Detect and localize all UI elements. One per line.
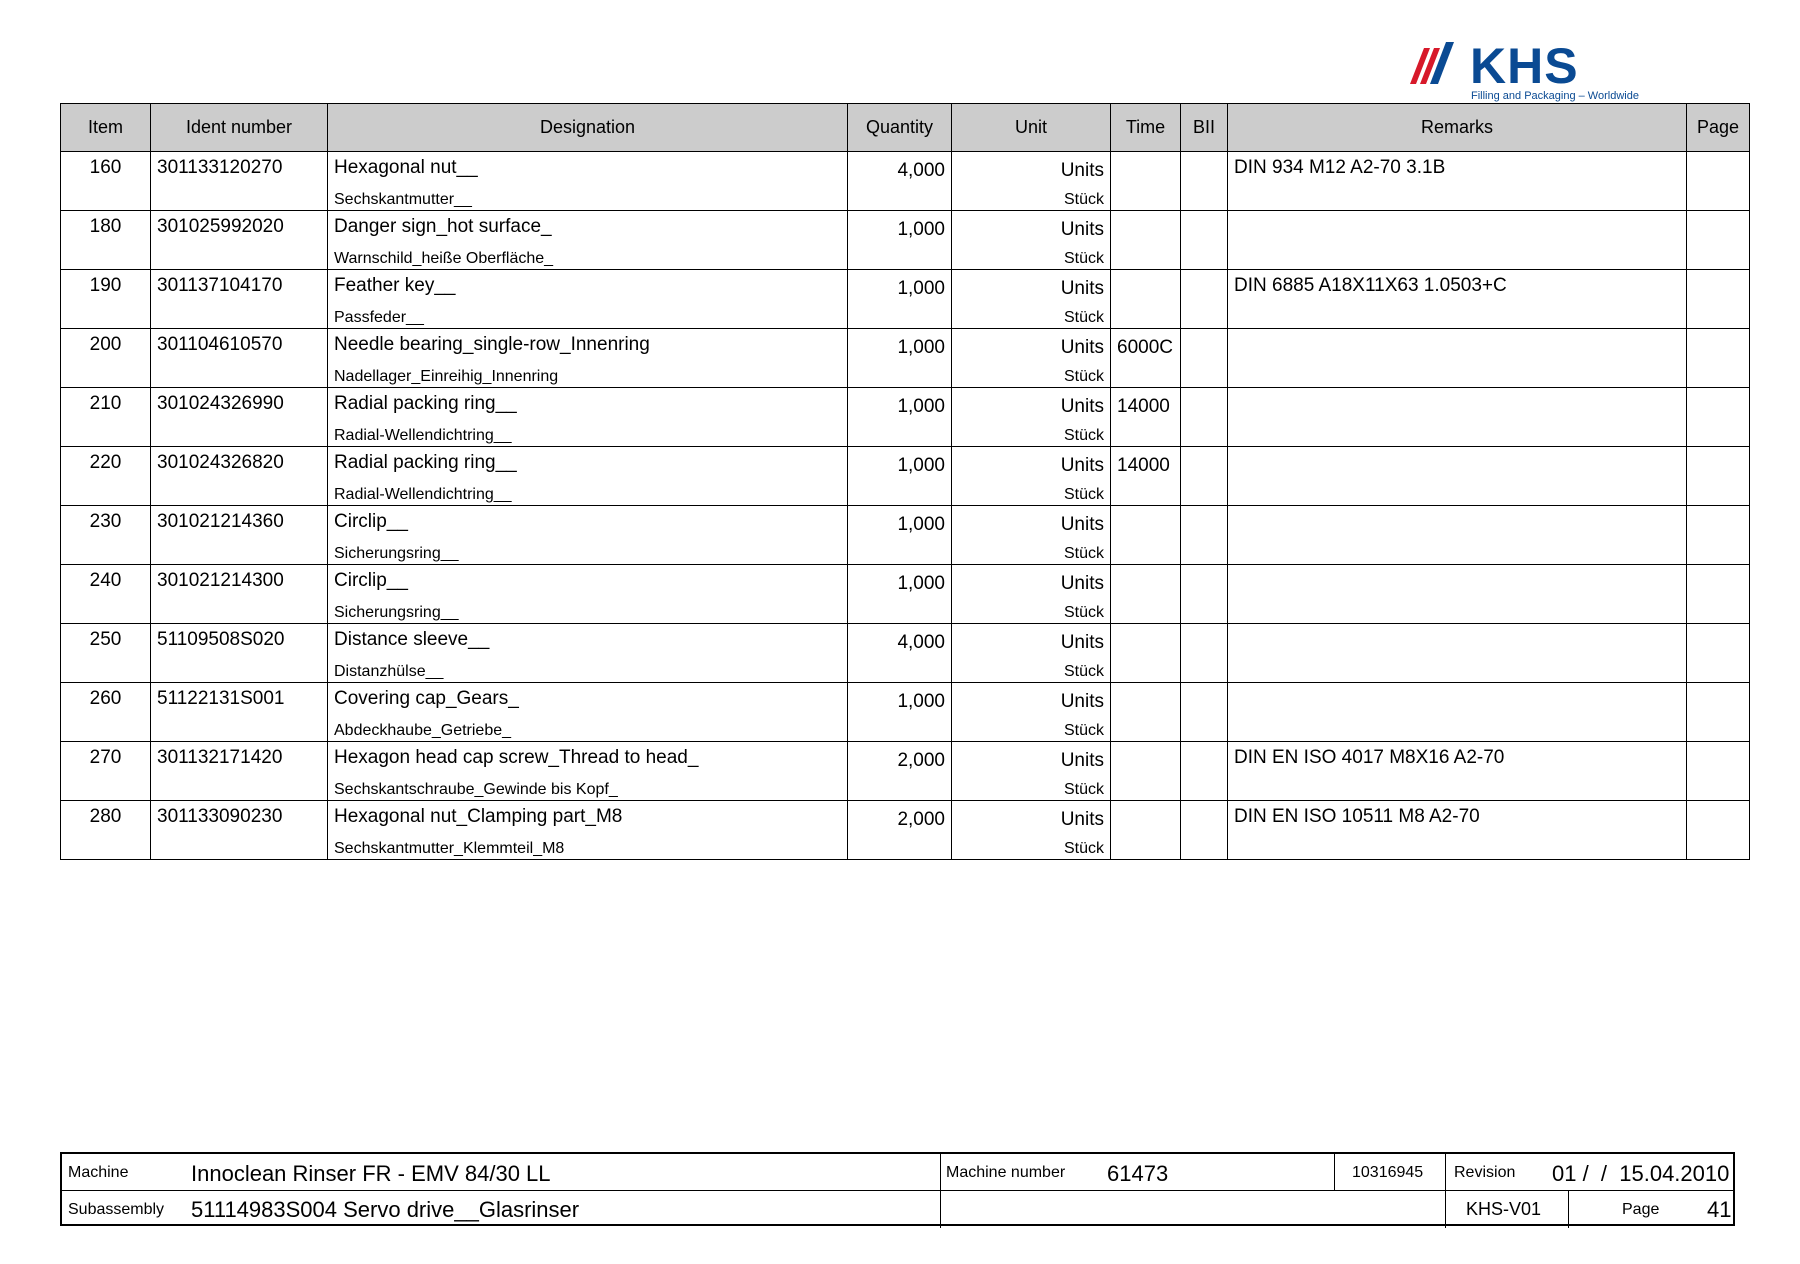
cell-unit xyxy=(952,506,1111,565)
unit-de: Stück xyxy=(1063,250,1104,267)
unit-de: Stück xyxy=(1063,545,1104,562)
cell-bii xyxy=(1181,211,1228,270)
cell-page xyxy=(1687,270,1750,329)
cell-quantity xyxy=(848,211,952,270)
cell-page xyxy=(1687,801,1750,860)
cell-designation xyxy=(328,624,848,683)
document-number: 10316945 xyxy=(1352,1164,1424,1181)
cell-page xyxy=(1687,152,1750,211)
cell-designation xyxy=(328,742,848,801)
cell-remarks xyxy=(1228,447,1687,506)
unit-de: Stück xyxy=(1063,781,1104,798)
designation-de: Distanzhülse__ xyxy=(334,663,444,680)
cell-page xyxy=(1687,329,1750,388)
table-row xyxy=(61,742,1750,801)
quantity-value: 4,000 xyxy=(897,632,945,653)
cell-item xyxy=(61,683,151,742)
cell-remarks xyxy=(1228,270,1687,329)
cell-ident xyxy=(151,388,328,447)
item-number: 240 xyxy=(89,570,122,591)
cell-unit xyxy=(952,388,1111,447)
cell-item xyxy=(61,152,151,211)
table-row xyxy=(61,565,1750,624)
cell-designation xyxy=(328,506,848,565)
table-row xyxy=(61,329,1750,388)
item-number: 250 xyxy=(89,629,122,650)
ident-number: 301025992020 xyxy=(157,216,284,237)
revision-label: Revision xyxy=(1454,1164,1516,1181)
table-row xyxy=(61,388,1750,447)
cell-unit xyxy=(952,152,1111,211)
cell-remarks xyxy=(1228,742,1687,801)
table-row xyxy=(61,211,1750,270)
cell-time xyxy=(1111,270,1181,329)
designation-en: Covering cap_Gears_ xyxy=(334,688,519,709)
cell-page xyxy=(1687,683,1750,742)
cell-designation xyxy=(328,683,848,742)
ident-number: 51109508S020 xyxy=(157,629,285,650)
cell-page xyxy=(1687,624,1750,683)
unit-en: Units xyxy=(1060,219,1104,240)
table-row xyxy=(61,447,1750,506)
cell-quantity xyxy=(848,388,952,447)
quantity-value: 1,000 xyxy=(897,514,945,535)
cell-quantity xyxy=(848,270,952,329)
cell-bii xyxy=(1181,683,1228,742)
khs-logo xyxy=(1410,38,1639,104)
cell-ident xyxy=(151,447,328,506)
cell-time xyxy=(1111,388,1181,447)
cell-quantity xyxy=(848,329,952,388)
cell-time xyxy=(1111,152,1181,211)
cell-designation xyxy=(328,565,848,624)
cell-bii xyxy=(1181,565,1228,624)
cell-quantity xyxy=(848,506,952,565)
unit-de: Stück xyxy=(1063,368,1104,385)
item-number: 230 xyxy=(89,511,122,532)
cell-time xyxy=(1111,506,1181,565)
cell-time xyxy=(1111,801,1181,860)
cell-designation xyxy=(328,329,848,388)
cell-item xyxy=(61,801,151,860)
unit-de: Stück xyxy=(1063,840,1104,857)
cell-designation xyxy=(328,270,848,329)
table-row xyxy=(61,801,1750,860)
cell-time xyxy=(1111,211,1181,270)
designation-en: Feather key__ xyxy=(334,275,456,296)
cell-page xyxy=(1687,565,1750,624)
cell-designation xyxy=(328,211,848,270)
item-number: 260 xyxy=(89,688,122,709)
cell-unit xyxy=(952,683,1111,742)
item-number: 270 xyxy=(89,747,122,768)
unit-de: Stück xyxy=(1063,191,1104,208)
ident-number: 301133120270 xyxy=(157,157,283,178)
unit-de: Stück xyxy=(1063,309,1104,326)
designation-de: Radial-Wellendichtring__ xyxy=(334,427,512,444)
unit-en: Units xyxy=(1060,750,1104,771)
cell-item xyxy=(61,447,151,506)
item-number: 280 xyxy=(89,806,122,827)
quantity-value: 1,000 xyxy=(897,219,945,240)
cell-quantity xyxy=(848,624,952,683)
quantity-value: 1,000 xyxy=(897,691,945,712)
cell-time xyxy=(1111,329,1181,388)
cell-ident xyxy=(151,211,328,270)
designation-en: Needle bearing_single-row_Innenring xyxy=(334,334,650,355)
machine-label: Machine xyxy=(68,1164,129,1181)
page-number: 41 xyxy=(1707,1197,1732,1222)
designation-de: Abdeckhaube_Getriebe_ xyxy=(334,722,512,739)
ident-number: 301132171420 xyxy=(157,747,283,768)
designation-de: Sechskantmutter_Klemmteil_M8 xyxy=(334,840,565,857)
item-number: 220 xyxy=(89,452,122,473)
quantity-value: 1,000 xyxy=(897,573,945,594)
designation-en: Hexagon head cap screw_Thread to head_ xyxy=(334,747,699,768)
revision-value: 01 / / 15.04.2010 xyxy=(1552,1161,1730,1186)
cell-page xyxy=(1687,447,1750,506)
cell-quantity xyxy=(848,447,952,506)
cell-bii xyxy=(1181,447,1228,506)
designation-en: Radial packing ring__ xyxy=(334,452,517,473)
cell-designation xyxy=(328,152,848,211)
subassembly-value: 51114983S004 Servo drive__Glasrinser xyxy=(191,1197,580,1222)
designation-en: Hexagonal nut__ xyxy=(334,157,478,178)
designation-en: Circlip__ xyxy=(334,511,408,532)
cell-ident xyxy=(151,329,328,388)
cell-unit xyxy=(952,211,1111,270)
cell-unit xyxy=(952,742,1111,801)
designation-de: Radial-Wellendichtring__ xyxy=(334,486,512,503)
cell-ident xyxy=(151,801,328,860)
cell-ident xyxy=(151,152,328,211)
unit-en: Units xyxy=(1060,514,1104,535)
logo-brand: KHS xyxy=(1470,38,1579,94)
time-value: 6000C xyxy=(1117,337,1173,358)
unit-en: Units xyxy=(1060,160,1104,181)
designation-en: Distance sleeve__ xyxy=(334,629,490,650)
unit-en: Units xyxy=(1060,691,1104,712)
quantity-value: 1,000 xyxy=(897,337,945,358)
table-row xyxy=(61,152,1750,211)
cell-bii xyxy=(1181,329,1228,388)
remarks-value: DIN EN ISO 4017 M8X16 A2-70 xyxy=(1234,747,1505,768)
cell-designation xyxy=(328,801,848,860)
unit-de: Stück xyxy=(1063,604,1104,621)
cell-designation xyxy=(328,388,848,447)
quantity-value: 4,000 xyxy=(897,160,945,181)
cell-remarks xyxy=(1228,506,1687,565)
cell-quantity xyxy=(848,742,952,801)
cell-item xyxy=(61,329,151,388)
cell-unit xyxy=(952,447,1111,506)
cell-item xyxy=(61,388,151,447)
cell-quantity xyxy=(848,801,952,860)
cell-page xyxy=(1687,211,1750,270)
item-number: 210 xyxy=(89,393,122,414)
unit-en: Units xyxy=(1060,573,1104,594)
quantity-value: 2,000 xyxy=(897,809,945,830)
cell-bii xyxy=(1181,801,1228,860)
ident-number: 301137104170 xyxy=(157,275,283,296)
cell-time xyxy=(1111,624,1181,683)
cell-item xyxy=(61,211,151,270)
quantity-value: 1,000 xyxy=(897,396,945,417)
cell-page xyxy=(1687,388,1750,447)
cell-item xyxy=(61,506,151,565)
cell-ident xyxy=(151,565,328,624)
header-ident-number: Ident number xyxy=(151,104,328,152)
header-bii: BII xyxy=(1181,104,1228,152)
cell-designation xyxy=(328,447,848,506)
designation-en: Danger sign_hot surface_ xyxy=(334,216,552,237)
cell-unit xyxy=(952,270,1111,329)
cell-unit xyxy=(952,329,1111,388)
cell-unit xyxy=(952,565,1111,624)
header-unit: Unit xyxy=(952,104,1111,152)
cell-remarks xyxy=(1228,152,1687,211)
unit-de: Stück xyxy=(1063,722,1104,739)
cell-bii xyxy=(1181,506,1228,565)
unit-en: Units xyxy=(1060,809,1104,830)
unit-en: Units xyxy=(1060,396,1104,417)
unit-en: Units xyxy=(1060,337,1104,358)
cell-item xyxy=(61,565,151,624)
designation-de: Sicherungsring__ xyxy=(334,604,459,621)
cell-item xyxy=(61,624,151,683)
unit-de: Stück xyxy=(1063,427,1104,444)
cell-quantity xyxy=(848,152,952,211)
remarks-value: DIN 6885 A18X11X63 1.0503+C xyxy=(1234,275,1507,296)
cell-remarks xyxy=(1228,683,1687,742)
logo-tagline: Filling and Packaging – Worldwide xyxy=(1471,90,1639,102)
cell-remarks xyxy=(1228,388,1687,447)
header-time: Time xyxy=(1111,104,1181,152)
item-number: 180 xyxy=(89,216,122,237)
cell-time xyxy=(1111,565,1181,624)
page-label: Page xyxy=(1622,1201,1660,1218)
designation-de: Sechskantmutter__ xyxy=(334,191,472,208)
title-block xyxy=(60,1152,1735,1226)
designation-de: Nadellager_Einreihig_Innenring xyxy=(334,368,559,385)
cell-remarks xyxy=(1228,329,1687,388)
parts-table xyxy=(60,103,1750,860)
machine-value: Innoclean Rinser FR - EMV 84/30 LL xyxy=(191,1161,551,1186)
item-number: 200 xyxy=(89,334,122,355)
ident-number: 301104610570 xyxy=(157,334,283,355)
remarks-value: DIN EN ISO 10511 M8 A2-70 xyxy=(1234,806,1480,827)
designation-de: Sicherungsring__ xyxy=(334,545,459,562)
ident-number: 301021214360 xyxy=(157,511,284,532)
item-number: 160 xyxy=(89,157,122,178)
ident-number: 301133090230 xyxy=(157,806,283,827)
cell-time xyxy=(1111,683,1181,742)
cell-ident xyxy=(151,742,328,801)
header-remarks: Remarks xyxy=(1228,104,1687,152)
quantity-value: 2,000 xyxy=(897,750,945,771)
time-value: 14000 xyxy=(1117,455,1170,476)
cell-bii xyxy=(1181,388,1228,447)
table-header-row xyxy=(61,104,1750,152)
item-number: 190 xyxy=(89,275,122,296)
khs-code: KHS-V01 xyxy=(1466,1199,1542,1219)
cell-remarks xyxy=(1228,565,1687,624)
header-designation: Designation xyxy=(328,104,848,152)
machine-number-label: Machine number xyxy=(946,1164,1066,1181)
cell-remarks xyxy=(1228,211,1687,270)
unit-en: Units xyxy=(1060,278,1104,299)
cell-ident xyxy=(151,270,328,329)
header-page: Page xyxy=(1687,104,1750,152)
table-row xyxy=(61,624,1750,683)
cell-page xyxy=(1687,742,1750,801)
designation-de: Warnschild_heiße Oberfläche_ xyxy=(334,250,554,267)
cell-quantity xyxy=(848,683,952,742)
time-value: 14000 xyxy=(1117,396,1170,417)
cell-remarks xyxy=(1228,624,1687,683)
unit-de: Stück xyxy=(1063,663,1104,680)
unit-en: Units xyxy=(1060,455,1104,476)
quantity-value: 1,000 xyxy=(897,455,945,476)
designation-en: Radial packing ring__ xyxy=(334,393,517,414)
cell-bii xyxy=(1181,742,1228,801)
cell-ident xyxy=(151,683,328,742)
table-row xyxy=(61,506,1750,565)
table-row xyxy=(61,683,1750,742)
cell-time xyxy=(1111,447,1181,506)
cell-quantity xyxy=(848,565,952,624)
designation-en: Circlip__ xyxy=(334,570,408,591)
ident-number: 301024326820 xyxy=(157,452,284,473)
unit-en: Units xyxy=(1060,632,1104,653)
quantity-value: 1,000 xyxy=(897,278,945,299)
designation-en: Hexagonal nut_Clamping part_M8 xyxy=(334,806,623,827)
table-row xyxy=(61,270,1750,329)
ident-number: 51122131S001 xyxy=(157,688,285,709)
subassembly-label: Subassembly xyxy=(68,1201,165,1218)
designation-de: Sechskantschraube_Gewinde bis Kopf_ xyxy=(334,781,618,798)
cell-ident xyxy=(151,506,328,565)
header-quantity: Quantity xyxy=(848,104,952,152)
khs-logo-mark-icon xyxy=(1410,38,1470,86)
cell-remarks xyxy=(1228,801,1687,860)
cell-unit xyxy=(952,624,1111,683)
cell-time xyxy=(1111,742,1181,801)
cell-item xyxy=(61,742,151,801)
cell-ident xyxy=(151,624,328,683)
header-item: Item xyxy=(61,104,151,152)
cell-page xyxy=(1687,506,1750,565)
designation-de: Passfeder__ xyxy=(334,309,424,326)
remarks-value: DIN 934 M12 A2-70 3.1B xyxy=(1234,157,1446,178)
cell-unit xyxy=(952,801,1111,860)
cell-item xyxy=(61,270,151,329)
ident-number: 301024326990 xyxy=(157,393,284,414)
cell-bii xyxy=(1181,152,1228,211)
ident-number: 301021214300 xyxy=(157,570,284,591)
cell-bii xyxy=(1181,270,1228,329)
unit-de: Stück xyxy=(1063,486,1104,503)
machine-number-value: 61473 xyxy=(1107,1161,1169,1186)
cell-bii xyxy=(1181,624,1228,683)
